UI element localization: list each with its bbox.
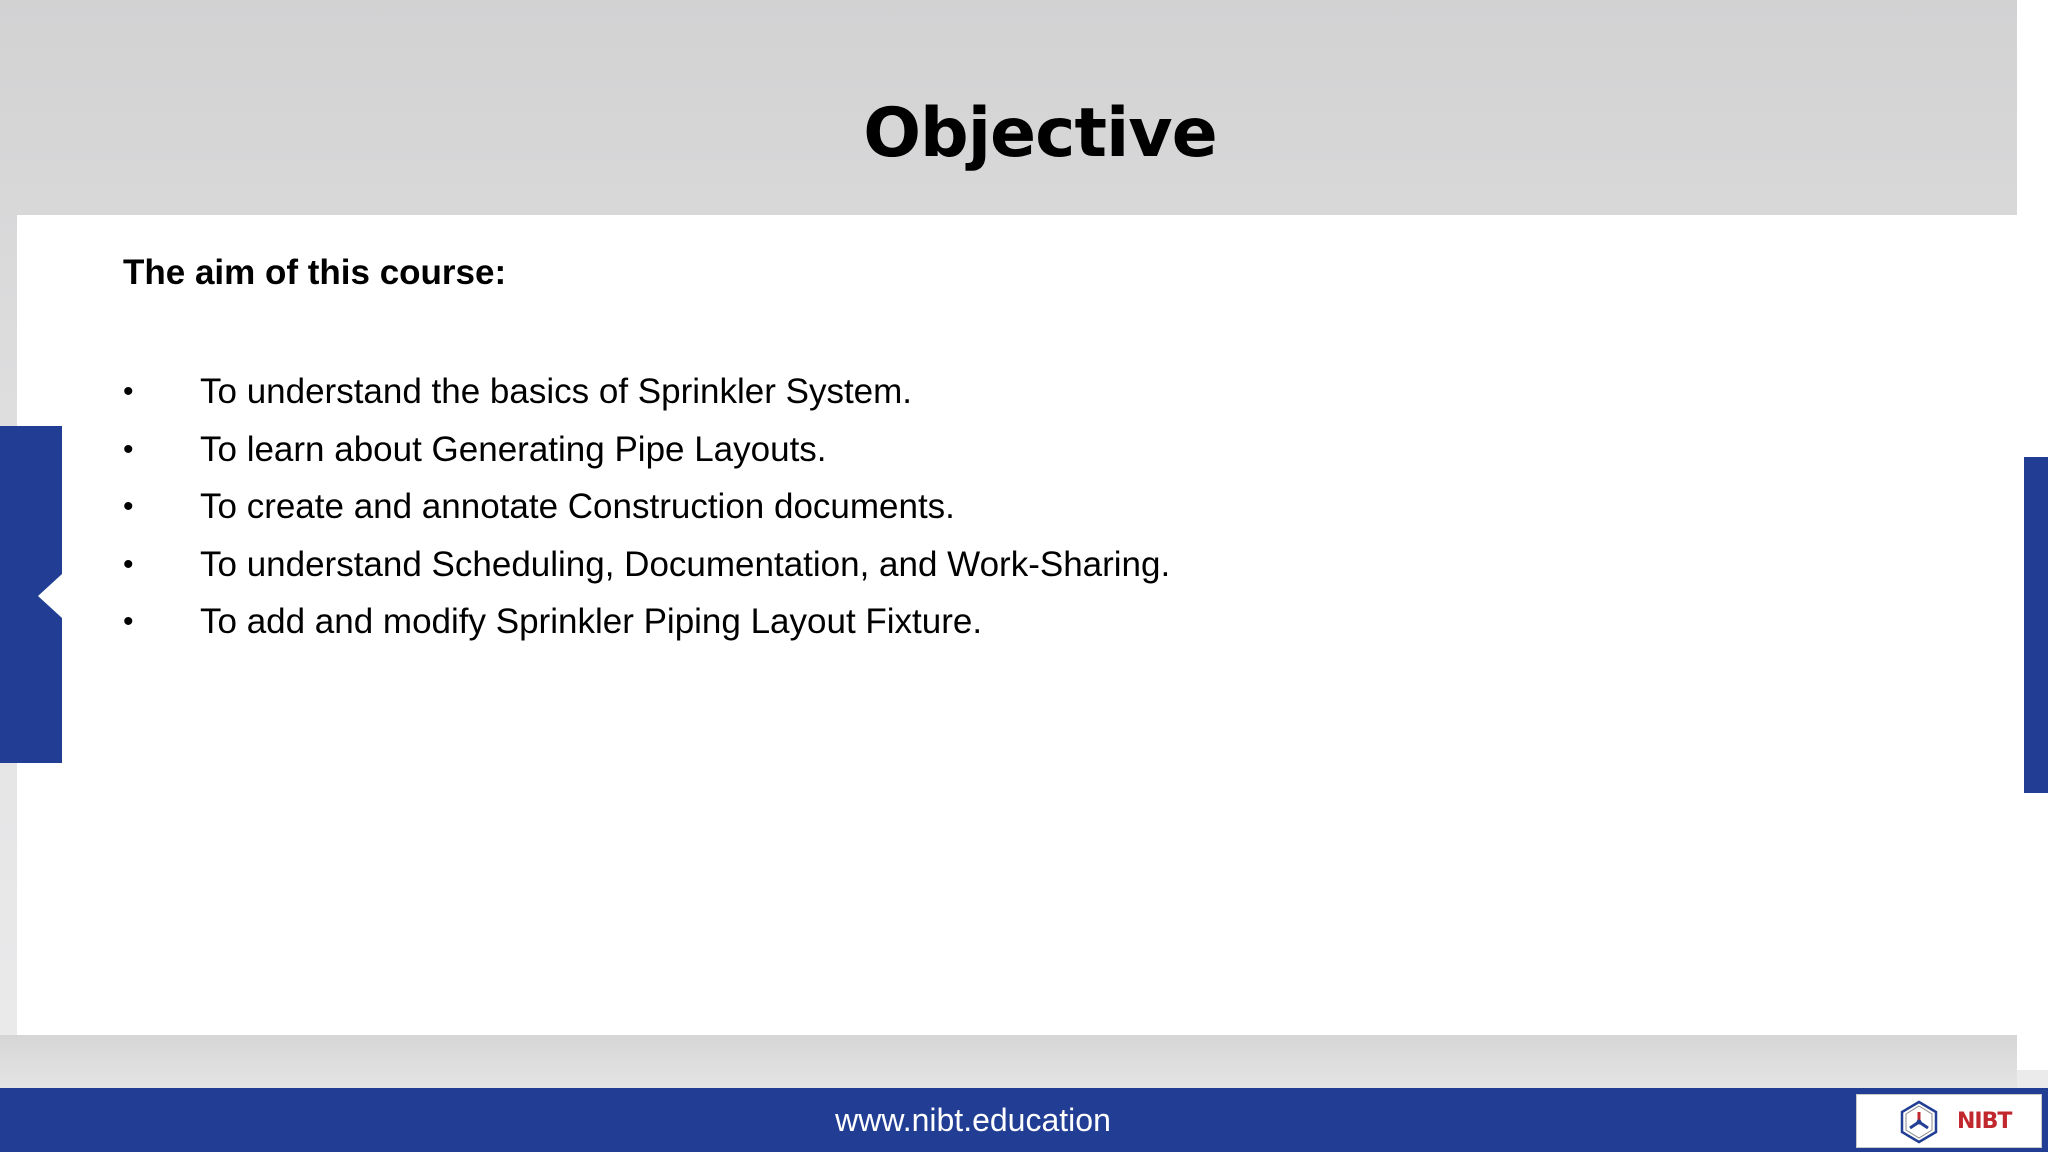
intro-heading: The aim of this course: xyxy=(123,253,507,292)
bullet-icon: • xyxy=(123,605,134,638)
nibt-logo xyxy=(1856,1094,2042,1148)
nibt-logo-icon xyxy=(1897,1100,1941,1144)
footer-bar xyxy=(0,1088,2048,1152)
content-panel xyxy=(17,215,2017,1035)
slide-title: Objective xyxy=(863,94,1217,173)
list-item-text: To learn about Generating Pipe Layouts. xyxy=(200,429,827,469)
bullet-icon: • xyxy=(123,432,134,466)
list-item-text: To understand Scheduling, Documentation, and Work-Sharing. xyxy=(200,544,1171,584)
bullet-icon: • xyxy=(123,375,134,408)
list-item-text: To add and modify Sprinkler Piping Layout Fixture. xyxy=(200,602,983,641)
title-bar xyxy=(0,0,2017,215)
bullet-icon: • xyxy=(123,547,134,581)
left-accent-tab xyxy=(0,426,62,763)
notch-arrow-icon xyxy=(38,574,62,618)
footer-url: www.nibt.education xyxy=(835,1102,1111,1138)
logo-text: NIBT xyxy=(1957,1109,2012,1134)
right-accent-bar xyxy=(2024,457,2048,793)
bottom-band xyxy=(0,1035,2017,1088)
list-item-text: To create and annotate Construction documents. xyxy=(200,487,955,526)
bullet-icon: • xyxy=(123,490,134,523)
list-item-text: To understand the basics of Sprinkler System. xyxy=(200,372,913,411)
